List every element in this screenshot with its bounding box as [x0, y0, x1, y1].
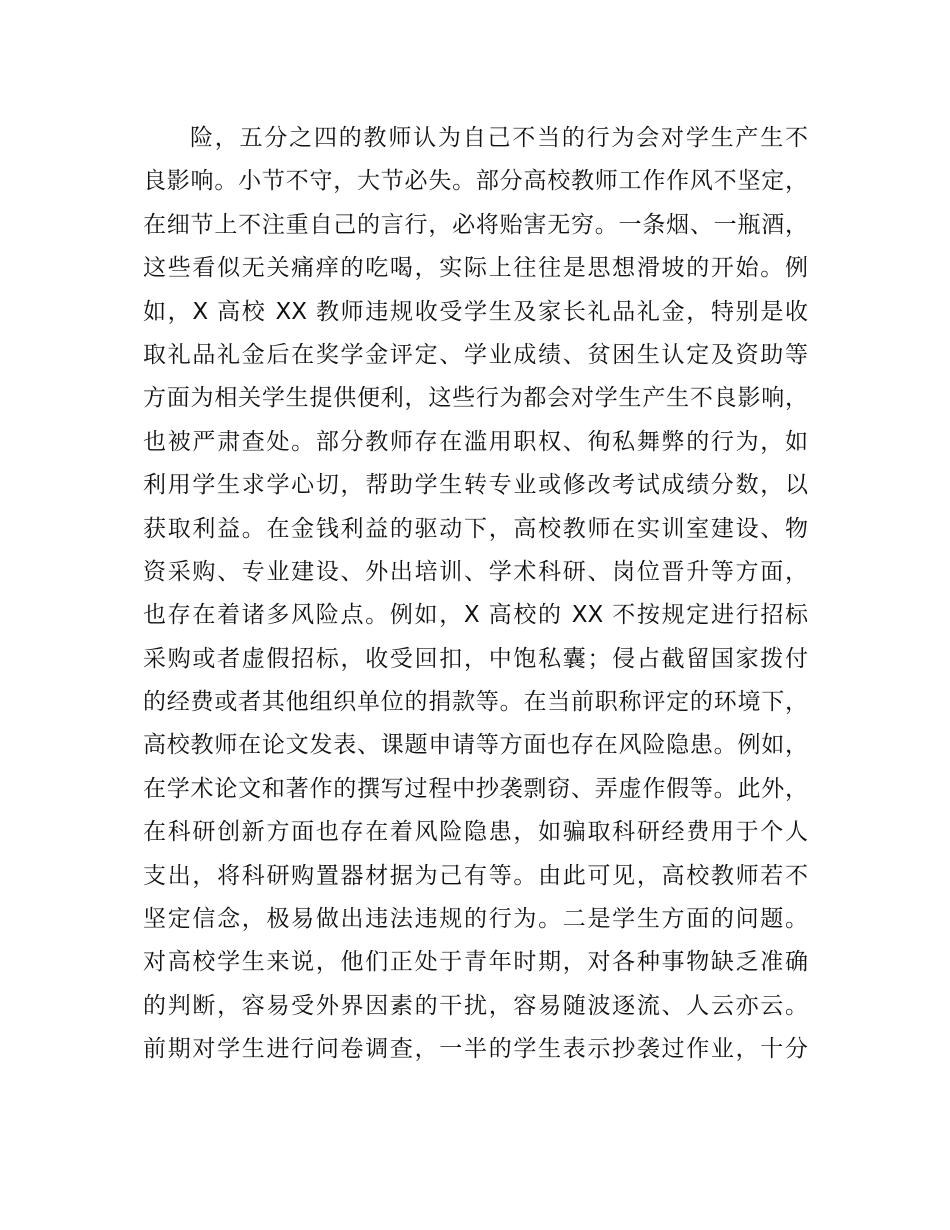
text-line: 采购或者虚假招标，收受回扣，中饱私囊；侵占截留国家拨付 [143, 645, 808, 672]
text-line: 的判断，容易受外界因素的干扰，容易随波逐流、人云亦云。 [143, 992, 808, 1019]
text-line: 良影响。小节不守，大节必失。部分高校教师工作作风不坚定， [143, 168, 808, 195]
text-line: 利用学生求学心切，帮助学生转专业或修改考试成绩分数，以 [143, 472, 808, 499]
text-line: 坚定信念，极易做出违法违规的行为。二是学生方面的问题。 [143, 906, 808, 933]
text-line: 高校教师在论文发表、课题申请等方面也存在风险隐患。例如， [143, 732, 808, 759]
text-line: 前期对学生进行问卷调查，一半的学生表示抄袭过作业，十分 [143, 1036, 808, 1063]
text-line: 在科研创新方面也存在着风险隐患，如骗取科研经费用于个人 [143, 819, 808, 846]
text-line: 也被严肃查处。部分教师存在滥用职权、徇私舞弊的行为，如 [143, 428, 808, 455]
text-line: 在细节上不注重自己的言行，必将贻害无穷。一条烟、一瓶酒， [143, 211, 808, 238]
text-line: 资采购、专业建设、外出培训、学术科研、岗位晋升等方面， [143, 558, 808, 585]
text-line: 也存在着诸多风险点。例如，X 高校的 XX 不按规定进行招标 [143, 602, 808, 629]
text-line: 取礼品礼金后在奖学金评定、学业成绩、贫困生认定及资助等 [143, 341, 808, 368]
text-line: 支出，将科研购置器材据为己有等。由此可见，高校教师若不 [143, 862, 808, 889]
text-line: 方面为相关学生提供便利，这些行为都会对学生产生不良影响， [143, 385, 808, 412]
text-line: 对高校学生来说，他们正处于青年时期，对各种事物缺乏准确 [143, 949, 808, 976]
text-line: 如，X 高校 XX 教师违规收受学生及家长礼品礼金，特别是收 [143, 298, 808, 325]
text-line: 在学术论文和著作的撰写过程中抄袭剽窃、弄虚作假等。此外， [143, 775, 808, 802]
document-page [143, 117, 808, 1072]
text-line: 险，五分之四的教师认为自己不当的行为会对学生产生不 [190, 125, 808, 151]
text-line: 获取利益。在金钱利益的驱动下，高校教师在实训室建设、物 [143, 515, 808, 542]
text-line: 的经费或者其他组织单位的捐款等。在当前职称评定的环境下， [143, 689, 808, 716]
text-line: 这些看似无关痛痒的吃喝，实际上往往是思想滑坡的开始。例 [143, 255, 808, 282]
